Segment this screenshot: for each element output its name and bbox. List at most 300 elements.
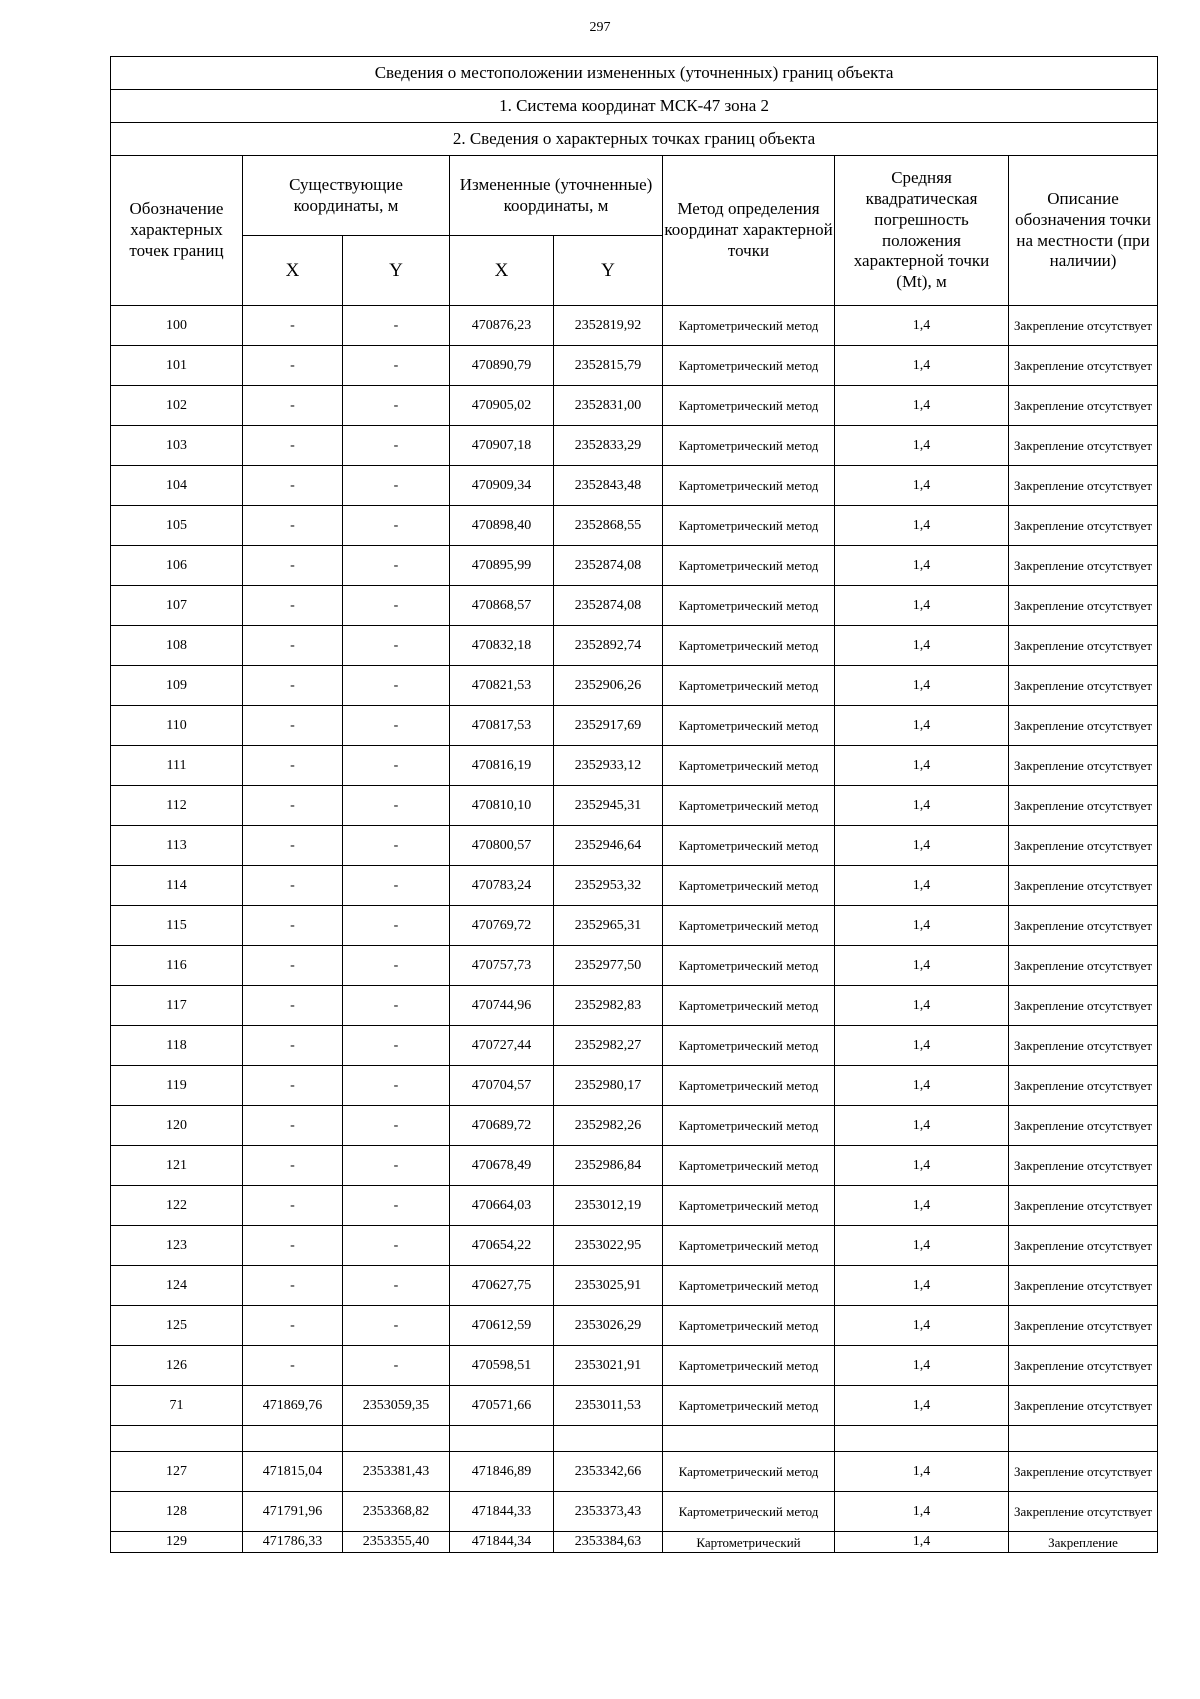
cell-error: 1,4	[835, 466, 1009, 506]
cell-description-text: Закрепление отсутствует	[1014, 637, 1153, 653]
cell-point: 113	[111, 826, 243, 866]
cell-description-text: Закрепление отсутствует	[1014, 837, 1153, 853]
cell-error: 1,4	[835, 346, 1009, 386]
cell-changed-x: 470664,03	[450, 1186, 554, 1226]
cell-changed-y: 2352933,12	[554, 746, 663, 786]
cell-method-text: Картометрический метод	[678, 1117, 819, 1133]
cell-method-text: Картометрический метод	[678, 637, 819, 653]
points-section-title: 2. Сведения о характерных точках границ объекта	[111, 123, 1158, 156]
header-existing-coordinates: Существующие координаты, м	[243, 156, 450, 236]
cell-changed-y: 2352982,27	[554, 1026, 663, 1066]
cell-method	[663, 1026, 835, 1066]
cell-method-text: Картометрический метод	[678, 1197, 819, 1213]
cell-changed-y: 2352874,08	[554, 586, 663, 626]
cell-description-text: Закрепление	[1048, 1534, 1118, 1550]
cell-existing-y: -	[343, 306, 450, 346]
cell-existing-x: 471815,04	[243, 1452, 343, 1492]
cell-description	[1009, 426, 1158, 466]
cell-description	[1009, 466, 1158, 506]
cell-description-text: Закрепление отсутствует	[1014, 437, 1153, 453]
table-row	[111, 1266, 1158, 1306]
cell-method	[663, 546, 835, 586]
coordinates-table	[110, 56, 1158, 1553]
cell-description	[1009, 946, 1158, 986]
cell-existing-y: -	[343, 1266, 450, 1306]
cell-point: 125	[111, 1306, 243, 1346]
cell-existing-x: -	[243, 546, 343, 586]
cell-existing-y: -	[343, 986, 450, 1026]
cell-method	[663, 1492, 835, 1532]
cell-error: 1,4	[835, 306, 1009, 346]
cell-point: 117	[111, 986, 243, 1026]
cell-method	[663, 1306, 835, 1346]
cell-description	[1009, 746, 1158, 786]
cell-point: 127	[111, 1452, 243, 1492]
table-row	[111, 466, 1158, 506]
cell-description-text: Закрепление отсутствует	[1014, 997, 1153, 1013]
cell-existing-x: 471786,33	[243, 1532, 343, 1553]
header-existing-x: X	[243, 236, 343, 306]
cell-changed-y: 2353012,19	[554, 1186, 663, 1226]
cell-description-text: Закрепление отсутствует	[1014, 1237, 1153, 1253]
empty-separator-row	[111, 1426, 1158, 1452]
cell-method-text: Картометрический метод	[678, 357, 819, 373]
table-row	[111, 306, 1158, 346]
cell-description	[1009, 1146, 1158, 1186]
cell-changed-x: 470598,51	[450, 1346, 554, 1386]
cell-changed-y: 2352831,00	[554, 386, 663, 426]
cell-existing-y: 2353381,43	[343, 1452, 450, 1492]
cell-method-text: Картометрический метод	[678, 757, 819, 773]
cell-error: 1,4	[835, 986, 1009, 1026]
cell-error: 1,4	[835, 1452, 1009, 1492]
cell-description-text: Закрепление отсутствует	[1014, 1463, 1153, 1479]
cell-description	[1009, 1226, 1158, 1266]
cell-method-text: Картометрический метод	[678, 797, 819, 813]
empty-cell	[450, 1426, 554, 1452]
cell-point: 123	[111, 1226, 243, 1266]
cell-method-text: Картометрический метод	[678, 837, 819, 853]
empty-cell	[554, 1426, 663, 1452]
cell-existing-x: -	[243, 1346, 343, 1386]
cell-existing-y: -	[343, 786, 450, 826]
cell-existing-x: -	[243, 746, 343, 786]
cell-changed-x: 470800,57	[450, 826, 554, 866]
cell-error: 1,4	[835, 666, 1009, 706]
cell-error: 1,4	[835, 1106, 1009, 1146]
cell-description-text: Закрепление отсутствует	[1014, 1037, 1153, 1053]
cell-method	[663, 1452, 835, 1492]
cell-existing-x: 471869,76	[243, 1386, 343, 1426]
table-row	[111, 626, 1158, 666]
cell-point: 128	[111, 1492, 243, 1532]
cell-error: 1,4	[835, 1226, 1009, 1266]
cell-method	[663, 1186, 835, 1226]
header-existing-y: Y	[343, 236, 450, 306]
cell-description-text: Закрепление отсутствует	[1014, 397, 1153, 413]
cell-changed-x: 470757,73	[450, 946, 554, 986]
cell-changed-y: 2352946,64	[554, 826, 663, 866]
cell-error: 1,4	[835, 1346, 1009, 1386]
cell-existing-y: -	[343, 946, 450, 986]
cell-existing-x: -	[243, 466, 343, 506]
cell-existing-y: -	[343, 586, 450, 626]
cell-description-text: Закрепление отсутствует	[1014, 877, 1153, 893]
header-changed-coordinates: Измененные (уточненные) координаты, м	[450, 156, 663, 236]
cell-error: 1,4	[835, 506, 1009, 546]
table-row	[111, 386, 1158, 426]
cell-method	[663, 1106, 835, 1146]
cell-changed-y: 2352953,32	[554, 866, 663, 906]
cell-method	[663, 746, 835, 786]
cell-changed-y: 2353025,91	[554, 1266, 663, 1306]
cell-point: 71	[111, 1386, 243, 1426]
cell-error: 1,4	[835, 1266, 1009, 1306]
cell-existing-x: -	[243, 1106, 343, 1146]
cell-description	[1009, 386, 1158, 426]
cell-description-text: Закрепление отсутствует	[1014, 1197, 1153, 1213]
cell-method-text: Картометрический метод	[678, 1357, 819, 1373]
cell-method-text: Картометрический метод	[678, 517, 819, 533]
cell-method	[663, 826, 835, 866]
cell-existing-x: -	[243, 786, 343, 826]
cell-description	[1009, 1066, 1158, 1106]
cell-method	[663, 1386, 835, 1426]
cell-description	[1009, 506, 1158, 546]
cell-existing-x: -	[243, 866, 343, 906]
cell-changed-y: 2352945,31	[554, 786, 663, 826]
cell-description-text: Закрепление отсутствует	[1014, 1157, 1153, 1173]
table-row	[111, 1306, 1158, 1346]
cell-method	[663, 786, 835, 826]
cell-description-text: Закрепление отсутствует	[1014, 717, 1153, 733]
cell-changed-x: 470821,53	[450, 666, 554, 706]
cell-error: 1,4	[835, 946, 1009, 986]
cell-changed-y: 2353011,53	[554, 1386, 663, 1426]
cell-method-text: Картометрический метод	[678, 1463, 819, 1479]
header-error: Средняя квадратическая погрешность положения характерной точки (Mt), м	[835, 156, 1009, 306]
cell-method-text: Картометрический метод	[678, 1077, 819, 1093]
cell-point: 124	[111, 1266, 243, 1306]
cell-changed-x: 471844,34	[450, 1532, 554, 1553]
cell-existing-y: -	[343, 626, 450, 666]
cell-method	[663, 426, 835, 466]
cell-method	[663, 586, 835, 626]
cell-error: 1,4	[835, 826, 1009, 866]
cell-description-text: Закрепление отсутствует	[1014, 797, 1153, 813]
cell-description	[1009, 306, 1158, 346]
cell-description	[1009, 1492, 1158, 1532]
cell-point: 129	[111, 1532, 243, 1553]
cell-description	[1009, 906, 1158, 946]
cell-method	[663, 1532, 835, 1553]
cell-description	[1009, 986, 1158, 1026]
cell-existing-x: -	[243, 1146, 343, 1186]
table-row	[111, 826, 1158, 866]
cell-method	[663, 1146, 835, 1186]
cell-existing-x: -	[243, 1026, 343, 1066]
empty-cell	[663, 1426, 835, 1452]
cell-existing-y: -	[343, 546, 450, 586]
table-row	[111, 986, 1158, 1026]
cell-existing-y: -	[343, 706, 450, 746]
cell-description-text: Закрепление отсутствует	[1014, 1277, 1153, 1293]
cell-method-text: Картометрический метод	[678, 717, 819, 733]
cell-changed-y: 2352833,29	[554, 426, 663, 466]
empty-cell	[243, 1426, 343, 1452]
table-row	[111, 1146, 1158, 1186]
cell-existing-y: -	[343, 666, 450, 706]
cell-existing-x: -	[243, 586, 343, 626]
cell-error: 1,4	[835, 426, 1009, 466]
cell-description-text: Закрепление отсутствует	[1014, 597, 1153, 613]
cell-method-text: Картометрический метод	[678, 1237, 819, 1253]
empty-cell	[343, 1426, 450, 1452]
cell-error: 1,4	[835, 786, 1009, 826]
cell-error: 1,4	[835, 906, 1009, 946]
cell-error: 1,4	[835, 1186, 1009, 1226]
cell-changed-x: 470704,57	[450, 1066, 554, 1106]
cell-point: 122	[111, 1186, 243, 1226]
cell-method-text: Картометрический метод	[678, 997, 819, 1013]
table-row	[111, 1346, 1158, 1386]
cell-point: 126	[111, 1346, 243, 1386]
table-row	[111, 706, 1158, 746]
cell-method	[663, 906, 835, 946]
cell-existing-y: -	[343, 1186, 450, 1226]
cell-description-text: Закрепление отсутствует	[1014, 357, 1153, 373]
cell-method-text: Картометрический	[696, 1534, 801, 1550]
cell-changed-y: 2352982,26	[554, 1106, 663, 1146]
cell-changed-x: 470890,79	[450, 346, 554, 386]
cell-changed-y: 2353342,66	[554, 1452, 663, 1492]
cell-point: 112	[111, 786, 243, 826]
cell-method-text: Картометрический метод	[678, 1037, 819, 1053]
cell-existing-y: -	[343, 906, 450, 946]
cell-changed-y: 2353373,43	[554, 1492, 663, 1532]
cell-error: 1,4	[835, 1306, 1009, 1346]
cell-existing-x: -	[243, 706, 343, 746]
cell-changed-y: 2352843,48	[554, 466, 663, 506]
cell-existing-y: 2353059,35	[343, 1386, 450, 1426]
cell-error: 1,4	[835, 626, 1009, 666]
cell-method	[663, 346, 835, 386]
cell-description-text: Закрепление отсутствует	[1014, 1077, 1153, 1093]
cell-description	[1009, 346, 1158, 386]
cell-description-text: Закрепление отсутствует	[1014, 517, 1153, 533]
cell-description-text: Закрепление отсутствует	[1014, 557, 1153, 573]
cell-existing-y: -	[343, 466, 450, 506]
cell-existing-x: -	[243, 1306, 343, 1346]
empty-cell	[111, 1426, 243, 1452]
table-row	[111, 1066, 1158, 1106]
cell-method-text: Картометрический метод	[678, 597, 819, 613]
cell-error: 1,4	[835, 586, 1009, 626]
cell-changed-y: 2352819,92	[554, 306, 663, 346]
cell-method-text: Картометрический метод	[678, 1277, 819, 1293]
cell-existing-x: 471791,96	[243, 1492, 343, 1532]
cell-method	[663, 866, 835, 906]
cell-changed-y: 2352906,26	[554, 666, 663, 706]
cell-existing-x: -	[243, 306, 343, 346]
cell-point: 103	[111, 426, 243, 466]
cell-existing-y: -	[343, 346, 450, 386]
cell-changed-x: 470627,75	[450, 1266, 554, 1306]
cell-error: 1,4	[835, 1386, 1009, 1426]
cell-method	[663, 626, 835, 666]
cell-method-text: Картометрический метод	[678, 917, 819, 933]
cell-description	[1009, 586, 1158, 626]
cell-existing-y: -	[343, 386, 450, 426]
cell-existing-x: -	[243, 386, 343, 426]
cell-description-text: Закрепление отсутствует	[1014, 1357, 1153, 1373]
cell-existing-x: -	[243, 666, 343, 706]
cell-existing-y: -	[343, 1026, 450, 1066]
table-row	[111, 506, 1158, 546]
empty-cell	[1009, 1426, 1158, 1452]
cell-changed-x: 470895,99	[450, 546, 554, 586]
table-row	[111, 946, 1158, 986]
cell-description	[1009, 1026, 1158, 1066]
cell-changed-x: 470689,72	[450, 1106, 554, 1146]
cell-method	[663, 306, 835, 346]
cell-error: 1,4	[835, 546, 1009, 586]
cell-changed-x: 470744,96	[450, 986, 554, 1026]
cell-changed-x: 470783,24	[450, 866, 554, 906]
cell-existing-x: -	[243, 826, 343, 866]
cell-point: 115	[111, 906, 243, 946]
cell-method-text: Картометрический метод	[678, 957, 819, 973]
cell-point: 120	[111, 1106, 243, 1146]
cell-description	[1009, 1532, 1158, 1553]
cell-existing-x: -	[243, 1066, 343, 1106]
header-changed-y: Y	[554, 236, 663, 306]
cell-changed-x: 470727,44	[450, 1026, 554, 1066]
cell-changed-y: 2352874,08	[554, 546, 663, 586]
cell-changed-x: 470909,34	[450, 466, 554, 506]
cell-description	[1009, 866, 1158, 906]
cell-method	[663, 706, 835, 746]
cell-existing-x: -	[243, 1186, 343, 1226]
header-changed-x: X	[450, 236, 554, 306]
empty-cell	[835, 1426, 1009, 1452]
cell-description-text: Закрепление отсутствует	[1014, 1503, 1153, 1519]
cell-changed-y: 2352917,69	[554, 706, 663, 746]
table-row	[111, 546, 1158, 586]
cell-description	[1009, 1306, 1158, 1346]
table-row	[111, 906, 1158, 946]
cell-description	[1009, 786, 1158, 826]
table-row	[111, 1186, 1158, 1226]
cell-description-text: Закрепление отсутствует	[1014, 1117, 1153, 1133]
cell-existing-y: -	[343, 1066, 450, 1106]
cell-changed-x: 470571,66	[450, 1386, 554, 1426]
cell-point: 114	[111, 866, 243, 906]
cell-changed-x: 470654,22	[450, 1226, 554, 1266]
cell-method-text: Картометрический метод	[678, 317, 819, 333]
cell-existing-y: -	[343, 746, 450, 786]
table-row	[111, 1532, 1158, 1553]
cell-changed-y: 2353021,91	[554, 1346, 663, 1386]
cell-changed-x: 470816,19	[450, 746, 554, 786]
cell-description	[1009, 626, 1158, 666]
cell-error: 1,4	[835, 866, 1009, 906]
cell-method-text: Картометрический метод	[678, 397, 819, 413]
cell-changed-x: 470868,57	[450, 586, 554, 626]
cell-description	[1009, 706, 1158, 746]
cell-changed-x: 470612,59	[450, 1306, 554, 1346]
cell-method-text: Картометрический метод	[678, 1157, 819, 1173]
table-row	[111, 746, 1158, 786]
cell-existing-x: -	[243, 1266, 343, 1306]
coordinate-system-title: 1. Система координат МСК-47 зона 2	[111, 90, 1158, 123]
cell-description	[1009, 1452, 1158, 1492]
cell-point: 110	[111, 706, 243, 746]
cell-changed-y: 2352986,84	[554, 1146, 663, 1186]
cell-method-text: Картометрический метод	[678, 1317, 819, 1333]
table-row	[111, 346, 1158, 386]
cell-point: 118	[111, 1026, 243, 1066]
cell-changed-y: 2353384,63	[554, 1532, 663, 1553]
cell-error: 1,4	[835, 1066, 1009, 1106]
cell-method	[663, 506, 835, 546]
cell-point: 104	[111, 466, 243, 506]
cell-existing-y: -	[343, 826, 450, 866]
cell-point: 116	[111, 946, 243, 986]
cell-changed-y: 2352977,50	[554, 946, 663, 986]
cell-point: 111	[111, 746, 243, 786]
cell-existing-y: -	[343, 1146, 450, 1186]
cell-method	[663, 986, 835, 1026]
table-row	[111, 1452, 1158, 1492]
cell-method	[663, 386, 835, 426]
cell-existing-y: -	[343, 866, 450, 906]
cell-changed-y: 2353026,29	[554, 1306, 663, 1346]
cell-method-text: Картометрический метод	[678, 1503, 819, 1519]
cell-point: 109	[111, 666, 243, 706]
cell-existing-y: -	[343, 506, 450, 546]
table-row	[111, 1226, 1158, 1266]
table-row	[111, 426, 1158, 466]
cell-changed-y: 2352980,17	[554, 1066, 663, 1106]
cell-existing-y: -	[343, 1226, 450, 1266]
cell-method	[663, 466, 835, 506]
cell-description-text: Закрепление отсутствует	[1014, 317, 1153, 333]
cell-point: 107	[111, 586, 243, 626]
cell-error: 1,4	[835, 706, 1009, 746]
cell-changed-x: 470898,40	[450, 506, 554, 546]
cell-point: 105	[111, 506, 243, 546]
cell-changed-x: 470769,72	[450, 906, 554, 946]
cell-method-text: Картометрический метод	[678, 437, 819, 453]
header-designation: Обозначение характерных точек границ	[111, 156, 243, 306]
cell-changed-x: 470817,53	[450, 706, 554, 746]
cell-existing-y: -	[343, 1106, 450, 1146]
table-row	[111, 586, 1158, 626]
cell-existing-y: -	[343, 1306, 450, 1346]
cell-method	[663, 946, 835, 986]
cell-changed-x: 470905,02	[450, 386, 554, 426]
cell-changed-y: 2353022,95	[554, 1226, 663, 1266]
cell-description	[1009, 1186, 1158, 1226]
cell-existing-x: -	[243, 986, 343, 1026]
table-row	[111, 866, 1158, 906]
table-row	[111, 666, 1158, 706]
cell-description	[1009, 826, 1158, 866]
cell-point: 121	[111, 1146, 243, 1186]
header-description: Описание обозначения точки на местности (при наличии)	[1009, 156, 1158, 306]
page-number: 297	[589, 20, 611, 35]
